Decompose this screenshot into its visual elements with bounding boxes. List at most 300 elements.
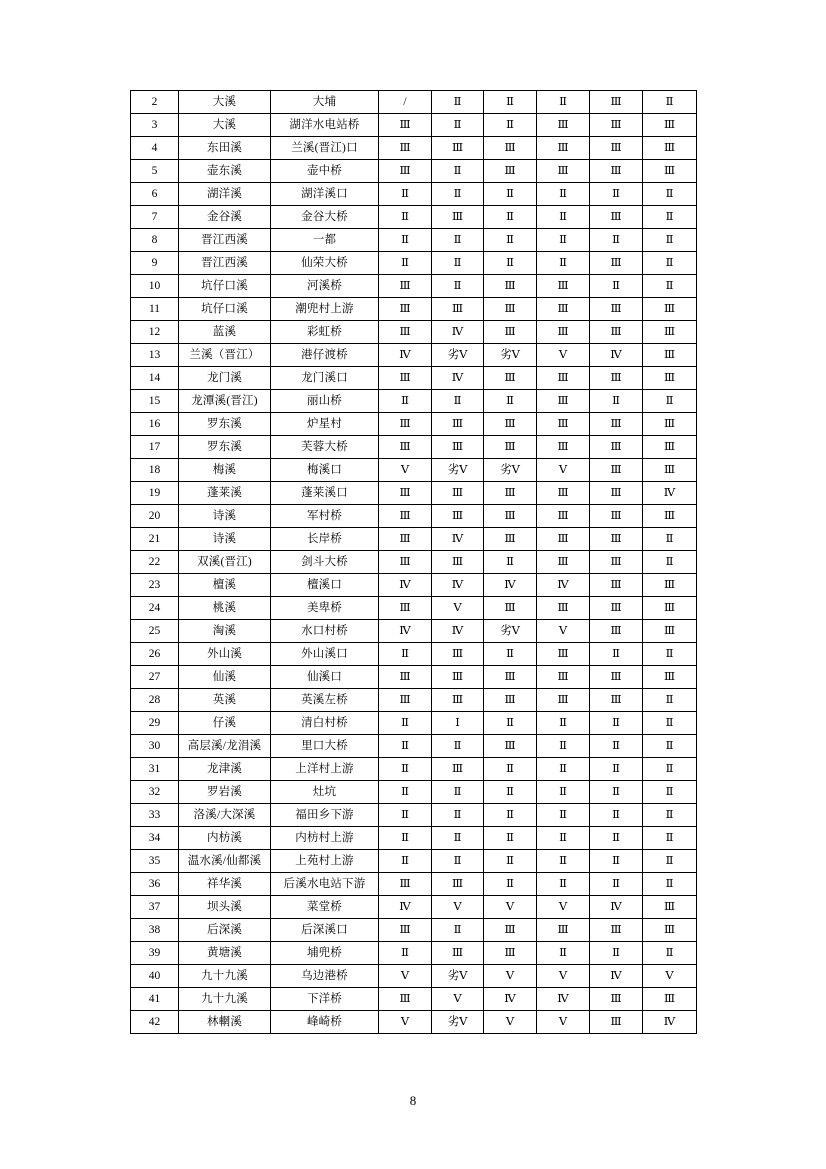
grade-cell: Ⅱ <box>484 551 537 574</box>
grade-cell: 劣Ⅴ <box>432 1011 484 1034</box>
grade-cell: Ⅲ <box>484 160 537 183</box>
river-name-cell: 坑仔口溪 <box>179 275 271 298</box>
river-name-cell: 龙潭溪(晋江) <box>179 390 271 413</box>
row-index-cell: 41 <box>131 988 179 1011</box>
site-name-cell: 清白村桥 <box>271 712 379 735</box>
grade-cell: Ⅱ <box>484 206 537 229</box>
row-index-cell: 39 <box>131 942 179 965</box>
river-name-cell: 罗东溪 <box>179 436 271 459</box>
grade-cell: Ⅲ <box>432 137 484 160</box>
grade-cell: Ⅲ <box>590 988 643 1011</box>
site-name-cell: 峰崎桥 <box>271 1011 379 1034</box>
river-name-cell: 大溪 <box>179 114 271 137</box>
grade-cell: Ⅱ <box>537 206 590 229</box>
grade-cell: Ⅱ <box>432 183 484 206</box>
row-index-cell: 23 <box>131 574 179 597</box>
grade-cell: Ⅱ <box>432 91 484 114</box>
grade-cell: Ⅲ <box>537 413 590 436</box>
grade-cell: Ⅳ <box>432 528 484 551</box>
grade-cell: Ⅲ <box>537 597 590 620</box>
grade-cell: Ⅲ <box>432 206 484 229</box>
site-name-cell: 灶坑 <box>271 781 379 804</box>
grade-cell: Ⅲ <box>484 321 537 344</box>
grade-cell: Ⅳ <box>432 620 484 643</box>
site-name-cell: 英溪左桥 <box>271 689 379 712</box>
grade-cell: Ⅲ <box>484 367 537 390</box>
grade-cell: Ⅴ <box>537 965 590 988</box>
row-index-cell: 32 <box>131 781 179 804</box>
grade-cell: Ⅲ <box>590 919 643 942</box>
table-row <box>131 689 697 712</box>
grade-cell: Ⅲ <box>590 298 643 321</box>
grade-cell: Ⅴ <box>432 896 484 919</box>
grade-cell: Ⅱ <box>643 390 697 413</box>
river-name-cell: 坝头溪 <box>179 896 271 919</box>
river-name-cell: 晋江西溪 <box>179 229 271 252</box>
grade-cell: Ⅴ <box>537 1011 590 1034</box>
river-name-cell: 黄塘溪 <box>179 942 271 965</box>
grade-cell: Ⅲ <box>590 1011 643 1034</box>
grade-cell: Ⅲ <box>379 551 432 574</box>
site-name-cell: 河溪桥 <box>271 275 379 298</box>
grade-cell: Ⅳ <box>432 574 484 597</box>
grade-cell: Ⅲ <box>590 114 643 137</box>
grade-cell: 劣Ⅴ <box>484 459 537 482</box>
table-row <box>131 896 697 919</box>
grade-cell: Ⅲ <box>484 436 537 459</box>
row-index-cell: 29 <box>131 712 179 735</box>
site-name-cell: 壶中桥 <box>271 160 379 183</box>
grade-cell: Ⅲ <box>590 160 643 183</box>
grade-cell: Ⅲ <box>379 597 432 620</box>
grade-cell: Ⅱ <box>379 850 432 873</box>
grade-cell: Ⅱ <box>484 252 537 275</box>
row-index-cell: 7 <box>131 206 179 229</box>
grade-cell: Ⅴ <box>379 1011 432 1034</box>
grade-cell: Ⅲ <box>590 91 643 114</box>
grade-cell: Ⅱ <box>643 850 697 873</box>
site-name-cell: 潮兜村上游 <box>271 298 379 321</box>
grade-cell: Ⅲ <box>643 321 697 344</box>
grade-cell: Ⅱ <box>590 873 643 896</box>
grade-cell: Ⅱ <box>537 827 590 850</box>
river-name-cell: 林輞溪 <box>179 1011 271 1034</box>
grade-cell: Ⅲ <box>432 942 484 965</box>
grade-cell: Ⅲ <box>537 689 590 712</box>
water-quality-table-container <box>130 90 696 1034</box>
site-name-cell: 金谷大桥 <box>271 206 379 229</box>
grade-cell: Ⅲ <box>432 873 484 896</box>
table-row <box>131 206 697 229</box>
table-row <box>131 367 697 390</box>
grade-cell: Ⅴ <box>484 896 537 919</box>
grade-cell: Ⅱ <box>537 873 590 896</box>
row-index-cell: 20 <box>131 505 179 528</box>
grade-cell: Ⅳ <box>590 896 643 919</box>
grade-cell: Ⅲ <box>643 666 697 689</box>
site-name-cell: 菜堂桥 <box>271 896 379 919</box>
grade-cell: Ⅲ <box>643 367 697 390</box>
grade-cell: Ⅲ <box>537 390 590 413</box>
grade-cell: Ⅴ <box>432 988 484 1011</box>
grade-cell: Ⅴ <box>484 1011 537 1034</box>
grade-cell: Ⅲ <box>537 367 590 390</box>
grade-cell: Ⅱ <box>379 758 432 781</box>
grade-cell: Ⅲ <box>537 551 590 574</box>
grade-cell: Ⅱ <box>537 850 590 873</box>
grade-cell: Ⅲ <box>590 252 643 275</box>
grade-cell: Ⅲ <box>379 482 432 505</box>
river-name-cell: 高层溪/龙涓溪 <box>179 735 271 758</box>
site-name-cell: 上苑村上游 <box>271 850 379 873</box>
grade-cell: Ⅲ <box>590 367 643 390</box>
grade-cell: Ⅱ <box>379 735 432 758</box>
grade-cell: Ⅱ <box>484 827 537 850</box>
river-name-cell: 梅溪 <box>179 459 271 482</box>
grade-cell: Ⅱ <box>379 206 432 229</box>
grade-cell: 劣Ⅴ <box>484 620 537 643</box>
table-row <box>131 321 697 344</box>
grade-cell: Ⅲ <box>432 298 484 321</box>
grade-cell: Ⅲ <box>643 574 697 597</box>
grade-cell: Ⅱ <box>432 804 484 827</box>
river-name-cell: 东田溪 <box>179 137 271 160</box>
site-name-cell: 芙蓉大桥 <box>271 436 379 459</box>
table-row <box>131 344 697 367</box>
row-index-cell: 33 <box>131 804 179 827</box>
river-name-cell: 罗东溪 <box>179 413 271 436</box>
row-index-cell: 26 <box>131 643 179 666</box>
grade-cell: Ⅲ <box>379 321 432 344</box>
row-index-cell: 24 <box>131 597 179 620</box>
grade-cell: Ⅲ <box>537 666 590 689</box>
grade-cell: Ⅱ <box>643 735 697 758</box>
river-name-cell: 金谷溪 <box>179 206 271 229</box>
river-name-cell: 龙门溪 <box>179 367 271 390</box>
grade-cell: Ⅲ <box>537 160 590 183</box>
site-name-cell: 剑斗大桥 <box>271 551 379 574</box>
grade-cell: Ⅲ <box>590 620 643 643</box>
table-row <box>131 91 697 114</box>
river-name-cell: 晋江西溪 <box>179 252 271 275</box>
river-name-cell: 外山溪 <box>179 643 271 666</box>
site-name-cell: 龙门溪口 <box>271 367 379 390</box>
grade-cell: Ⅴ <box>379 459 432 482</box>
grade-cell: Ⅴ <box>484 965 537 988</box>
grade-cell: Ⅱ <box>643 689 697 712</box>
site-name-cell: 水口村桥 <box>271 620 379 643</box>
row-index-cell: 35 <box>131 850 179 873</box>
river-name-cell: 兰溪（晋江） <box>179 344 271 367</box>
row-index-cell: 2 <box>131 91 179 114</box>
row-index-cell: 42 <box>131 1011 179 1034</box>
table-row <box>131 505 697 528</box>
grade-cell: Ⅲ <box>537 114 590 137</box>
grade-cell: Ⅱ <box>484 758 537 781</box>
grade-cell: Ⅲ <box>590 482 643 505</box>
table-row <box>131 758 697 781</box>
grade-cell: Ⅲ <box>484 137 537 160</box>
grade-cell: Ⅱ <box>432 735 484 758</box>
grade-cell: Ⅱ <box>484 183 537 206</box>
grade-cell: Ⅲ <box>537 298 590 321</box>
grade-cell: Ⅲ <box>379 666 432 689</box>
grade-cell: Ⅱ <box>590 850 643 873</box>
grade-cell: Ⅱ <box>590 942 643 965</box>
river-name-cell: 大溪 <box>179 91 271 114</box>
site-name-cell: 兰溪(晋江)口 <box>271 137 379 160</box>
row-index-cell: 19 <box>131 482 179 505</box>
grade-cell: Ⅳ <box>379 574 432 597</box>
grade-cell: Ⅲ <box>484 942 537 965</box>
grade-cell: Ⅲ <box>537 275 590 298</box>
grade-cell: Ⅳ <box>432 321 484 344</box>
river-name-cell: 龙津溪 <box>179 758 271 781</box>
table-row <box>131 574 697 597</box>
grade-cell: Ⅲ <box>590 689 643 712</box>
grade-cell: Ⅲ <box>643 988 697 1011</box>
river-name-cell: 檀溪 <box>179 574 271 597</box>
grade-cell: Ⅱ <box>379 252 432 275</box>
grade-cell: Ⅱ <box>537 183 590 206</box>
grade-cell: Ⅳ <box>537 574 590 597</box>
river-name-cell: 温水溪/仙都溪 <box>179 850 271 873</box>
grade-cell: Ⅱ <box>432 275 484 298</box>
site-name-cell: 檀溪口 <box>271 574 379 597</box>
grade-cell: Ⅴ <box>537 344 590 367</box>
river-name-cell: 九十九溪 <box>179 988 271 1011</box>
grade-cell: Ⅱ <box>590 183 643 206</box>
grade-cell: Ⅲ <box>643 114 697 137</box>
grade-cell: Ⅱ <box>379 390 432 413</box>
grade-cell: Ⅱ <box>432 850 484 873</box>
grade-cell: Ⅲ <box>379 689 432 712</box>
table-body <box>131 91 697 1034</box>
grade-cell: Ⅲ <box>379 160 432 183</box>
row-index-cell: 40 <box>131 965 179 988</box>
river-name-cell: 九十九溪 <box>179 965 271 988</box>
site-name-cell: 里口大桥 <box>271 735 379 758</box>
grade-cell: Ⅱ <box>432 390 484 413</box>
grade-cell: Ⅳ <box>590 965 643 988</box>
site-name-cell: 炉星村 <box>271 413 379 436</box>
grade-cell: Ⅱ <box>432 160 484 183</box>
grade-cell: Ⅲ <box>379 114 432 137</box>
grade-cell: Ⅱ <box>537 781 590 804</box>
grade-cell: Ⅱ <box>379 942 432 965</box>
grade-cell: Ⅱ <box>379 183 432 206</box>
grade-cell: Ⅱ <box>643 804 697 827</box>
grade-cell: Ⅱ <box>643 781 697 804</box>
grade-cell: Ⅳ <box>643 482 697 505</box>
grade-cell: Ⅲ <box>643 919 697 942</box>
grade-cell: Ⅲ <box>643 505 697 528</box>
river-name-cell: 淘溪 <box>179 620 271 643</box>
grade-cell: Ⅱ <box>484 390 537 413</box>
grade-cell: Ⅳ <box>379 620 432 643</box>
grade-cell: Ⅲ <box>379 137 432 160</box>
grade-cell: Ⅱ <box>432 827 484 850</box>
grade-cell: Ⅲ <box>643 160 697 183</box>
river-name-cell: 祥华溪 <box>179 873 271 896</box>
site-name-cell: 乌边港桥 <box>271 965 379 988</box>
grade-cell: Ⅲ <box>643 620 697 643</box>
grade-cell: Ⅲ <box>643 896 697 919</box>
table-row <box>131 666 697 689</box>
row-index-cell: 15 <box>131 390 179 413</box>
grade-cell: Ⅳ <box>590 344 643 367</box>
grade-cell: Ⅱ <box>643 827 697 850</box>
row-index-cell: 21 <box>131 528 179 551</box>
grade-cell: Ⅱ <box>590 390 643 413</box>
grade-cell: Ⅱ <box>643 528 697 551</box>
grade-cell: Ⅱ <box>537 758 590 781</box>
grade-cell: Ⅱ <box>432 919 484 942</box>
grade-cell: Ⅴ <box>537 896 590 919</box>
grade-cell: Ⅲ <box>432 643 484 666</box>
grade-cell: Ⅲ <box>590 321 643 344</box>
table-row <box>131 804 697 827</box>
table-row <box>131 528 697 551</box>
grade-cell: Ⅱ <box>537 229 590 252</box>
grade-cell: Ⅲ <box>484 919 537 942</box>
site-name-cell: 下洋桥 <box>271 988 379 1011</box>
river-name-cell: 后深溪 <box>179 919 271 942</box>
grade-cell: Ⅱ <box>643 712 697 735</box>
site-name-cell: 长岸桥 <box>271 528 379 551</box>
grade-cell: 劣Ⅴ <box>432 344 484 367</box>
grade-cell: Ⅲ <box>379 298 432 321</box>
grade-cell: Ⅱ <box>484 850 537 873</box>
table-row <box>131 850 697 873</box>
grade-cell: Ⅲ <box>379 413 432 436</box>
grade-cell: Ⅲ <box>484 275 537 298</box>
table-row <box>131 551 697 574</box>
grade-cell: Ⅱ <box>432 114 484 137</box>
table-row <box>131 390 697 413</box>
grade-cell: Ⅳ <box>379 896 432 919</box>
row-index-cell: 28 <box>131 689 179 712</box>
grade-cell: Ⅱ <box>379 827 432 850</box>
table-row <box>131 919 697 942</box>
grade-cell: Ⅱ <box>537 735 590 758</box>
grade-cell: Ⅲ <box>537 482 590 505</box>
grade-cell: Ⅲ <box>590 459 643 482</box>
row-index-cell: 18 <box>131 459 179 482</box>
grade-cell: Ⅲ <box>643 298 697 321</box>
table-row <box>131 597 697 620</box>
table-row <box>131 137 697 160</box>
grade-cell: Ⅱ <box>484 712 537 735</box>
grade-cell: Ⅲ <box>432 505 484 528</box>
grade-cell: Ⅲ <box>643 344 697 367</box>
grade-cell: Ⅲ <box>590 413 643 436</box>
table-row <box>131 873 697 896</box>
table-row <box>131 275 697 298</box>
grade-cell: Ⅱ <box>643 206 697 229</box>
row-index-cell: 11 <box>131 298 179 321</box>
grade-cell: Ⅱ <box>643 252 697 275</box>
grade-cell: Ⅲ <box>484 505 537 528</box>
grade-cell: Ⅲ <box>379 919 432 942</box>
page-number: 8 <box>409 1093 417 1108</box>
table-row <box>131 643 697 666</box>
grade-cell: Ⅲ <box>432 436 484 459</box>
grade-cell: Ⅱ <box>379 712 432 735</box>
table-row <box>131 1011 697 1034</box>
row-index-cell: 5 <box>131 160 179 183</box>
row-index-cell: 10 <box>131 275 179 298</box>
grade-cell: Ⅲ <box>379 436 432 459</box>
grade-cell: Ⅱ <box>537 252 590 275</box>
site-name-cell: 湖洋水电站桥 <box>271 114 379 137</box>
site-name-cell: 上洋村上游 <box>271 758 379 781</box>
river-name-cell: 双溪(晋江) <box>179 551 271 574</box>
river-name-cell: 蓝溪 <box>179 321 271 344</box>
grade-cell: Ⅱ <box>643 275 697 298</box>
grade-cell: Ⅲ <box>484 298 537 321</box>
river-name-cell: 内枋溪 <box>179 827 271 850</box>
grade-cell: Ⅲ <box>537 137 590 160</box>
site-name-cell: 埔兜桥 <box>271 942 379 965</box>
grade-cell: Ⅱ <box>432 781 484 804</box>
table-row <box>131 436 697 459</box>
grade-cell: Ⅱ <box>537 91 590 114</box>
river-name-cell: 蓬莱溪 <box>179 482 271 505</box>
row-index-cell: 6 <box>131 183 179 206</box>
site-name-cell: 仙溪口 <box>271 666 379 689</box>
grade-cell: Ⅲ <box>432 482 484 505</box>
grade-cell: Ⅲ <box>379 505 432 528</box>
grade-cell: Ⅴ <box>432 597 484 620</box>
grade-cell: Ⅲ <box>643 413 697 436</box>
site-name-cell: 大埔 <box>271 91 379 114</box>
grade-cell: Ⅱ <box>537 804 590 827</box>
grade-cell: Ⅳ <box>537 988 590 1011</box>
site-name-cell: 仙荣大桥 <box>271 252 379 275</box>
grade-cell: Ⅱ <box>643 758 697 781</box>
grade-cell: Ⅲ <box>379 873 432 896</box>
table-row <box>131 459 697 482</box>
site-name-cell: 美卑桥 <box>271 597 379 620</box>
row-index-cell: 36 <box>131 873 179 896</box>
grade-cell: Ⅲ <box>484 482 537 505</box>
site-name-cell: 军村桥 <box>271 505 379 528</box>
grade-cell: Ⅲ <box>590 666 643 689</box>
water-quality-table <box>130 90 697 1034</box>
grade-cell: Ⅱ <box>379 643 432 666</box>
grade-cell: 劣Ⅴ <box>432 459 484 482</box>
grade-cell: Ⅲ <box>590 206 643 229</box>
river-name-cell: 坑仔口溪 <box>179 298 271 321</box>
grade-cell: Ⅲ <box>643 137 697 160</box>
grade-cell: Ⅳ <box>379 344 432 367</box>
grade-cell: Ⅲ <box>590 137 643 160</box>
grade-cell: Ⅳ <box>432 367 484 390</box>
grade-cell: Ⅲ <box>484 666 537 689</box>
grade-cell: Ⅱ <box>590 643 643 666</box>
grade-cell: Ⅳ <box>484 574 537 597</box>
grade-cell: Ⅱ <box>590 275 643 298</box>
site-name-cell: 彩虹桥 <box>271 321 379 344</box>
site-name-cell: 后溪水电站下游 <box>271 873 379 896</box>
grade-cell: Ⅱ <box>484 114 537 137</box>
site-name-cell: 湖洋溪口 <box>271 183 379 206</box>
grade-cell: Ⅲ <box>590 551 643 574</box>
grade-cell: Ⅱ <box>432 229 484 252</box>
site-name-cell: 丽山桥 <box>271 390 379 413</box>
grade-cell: Ⅱ <box>484 229 537 252</box>
